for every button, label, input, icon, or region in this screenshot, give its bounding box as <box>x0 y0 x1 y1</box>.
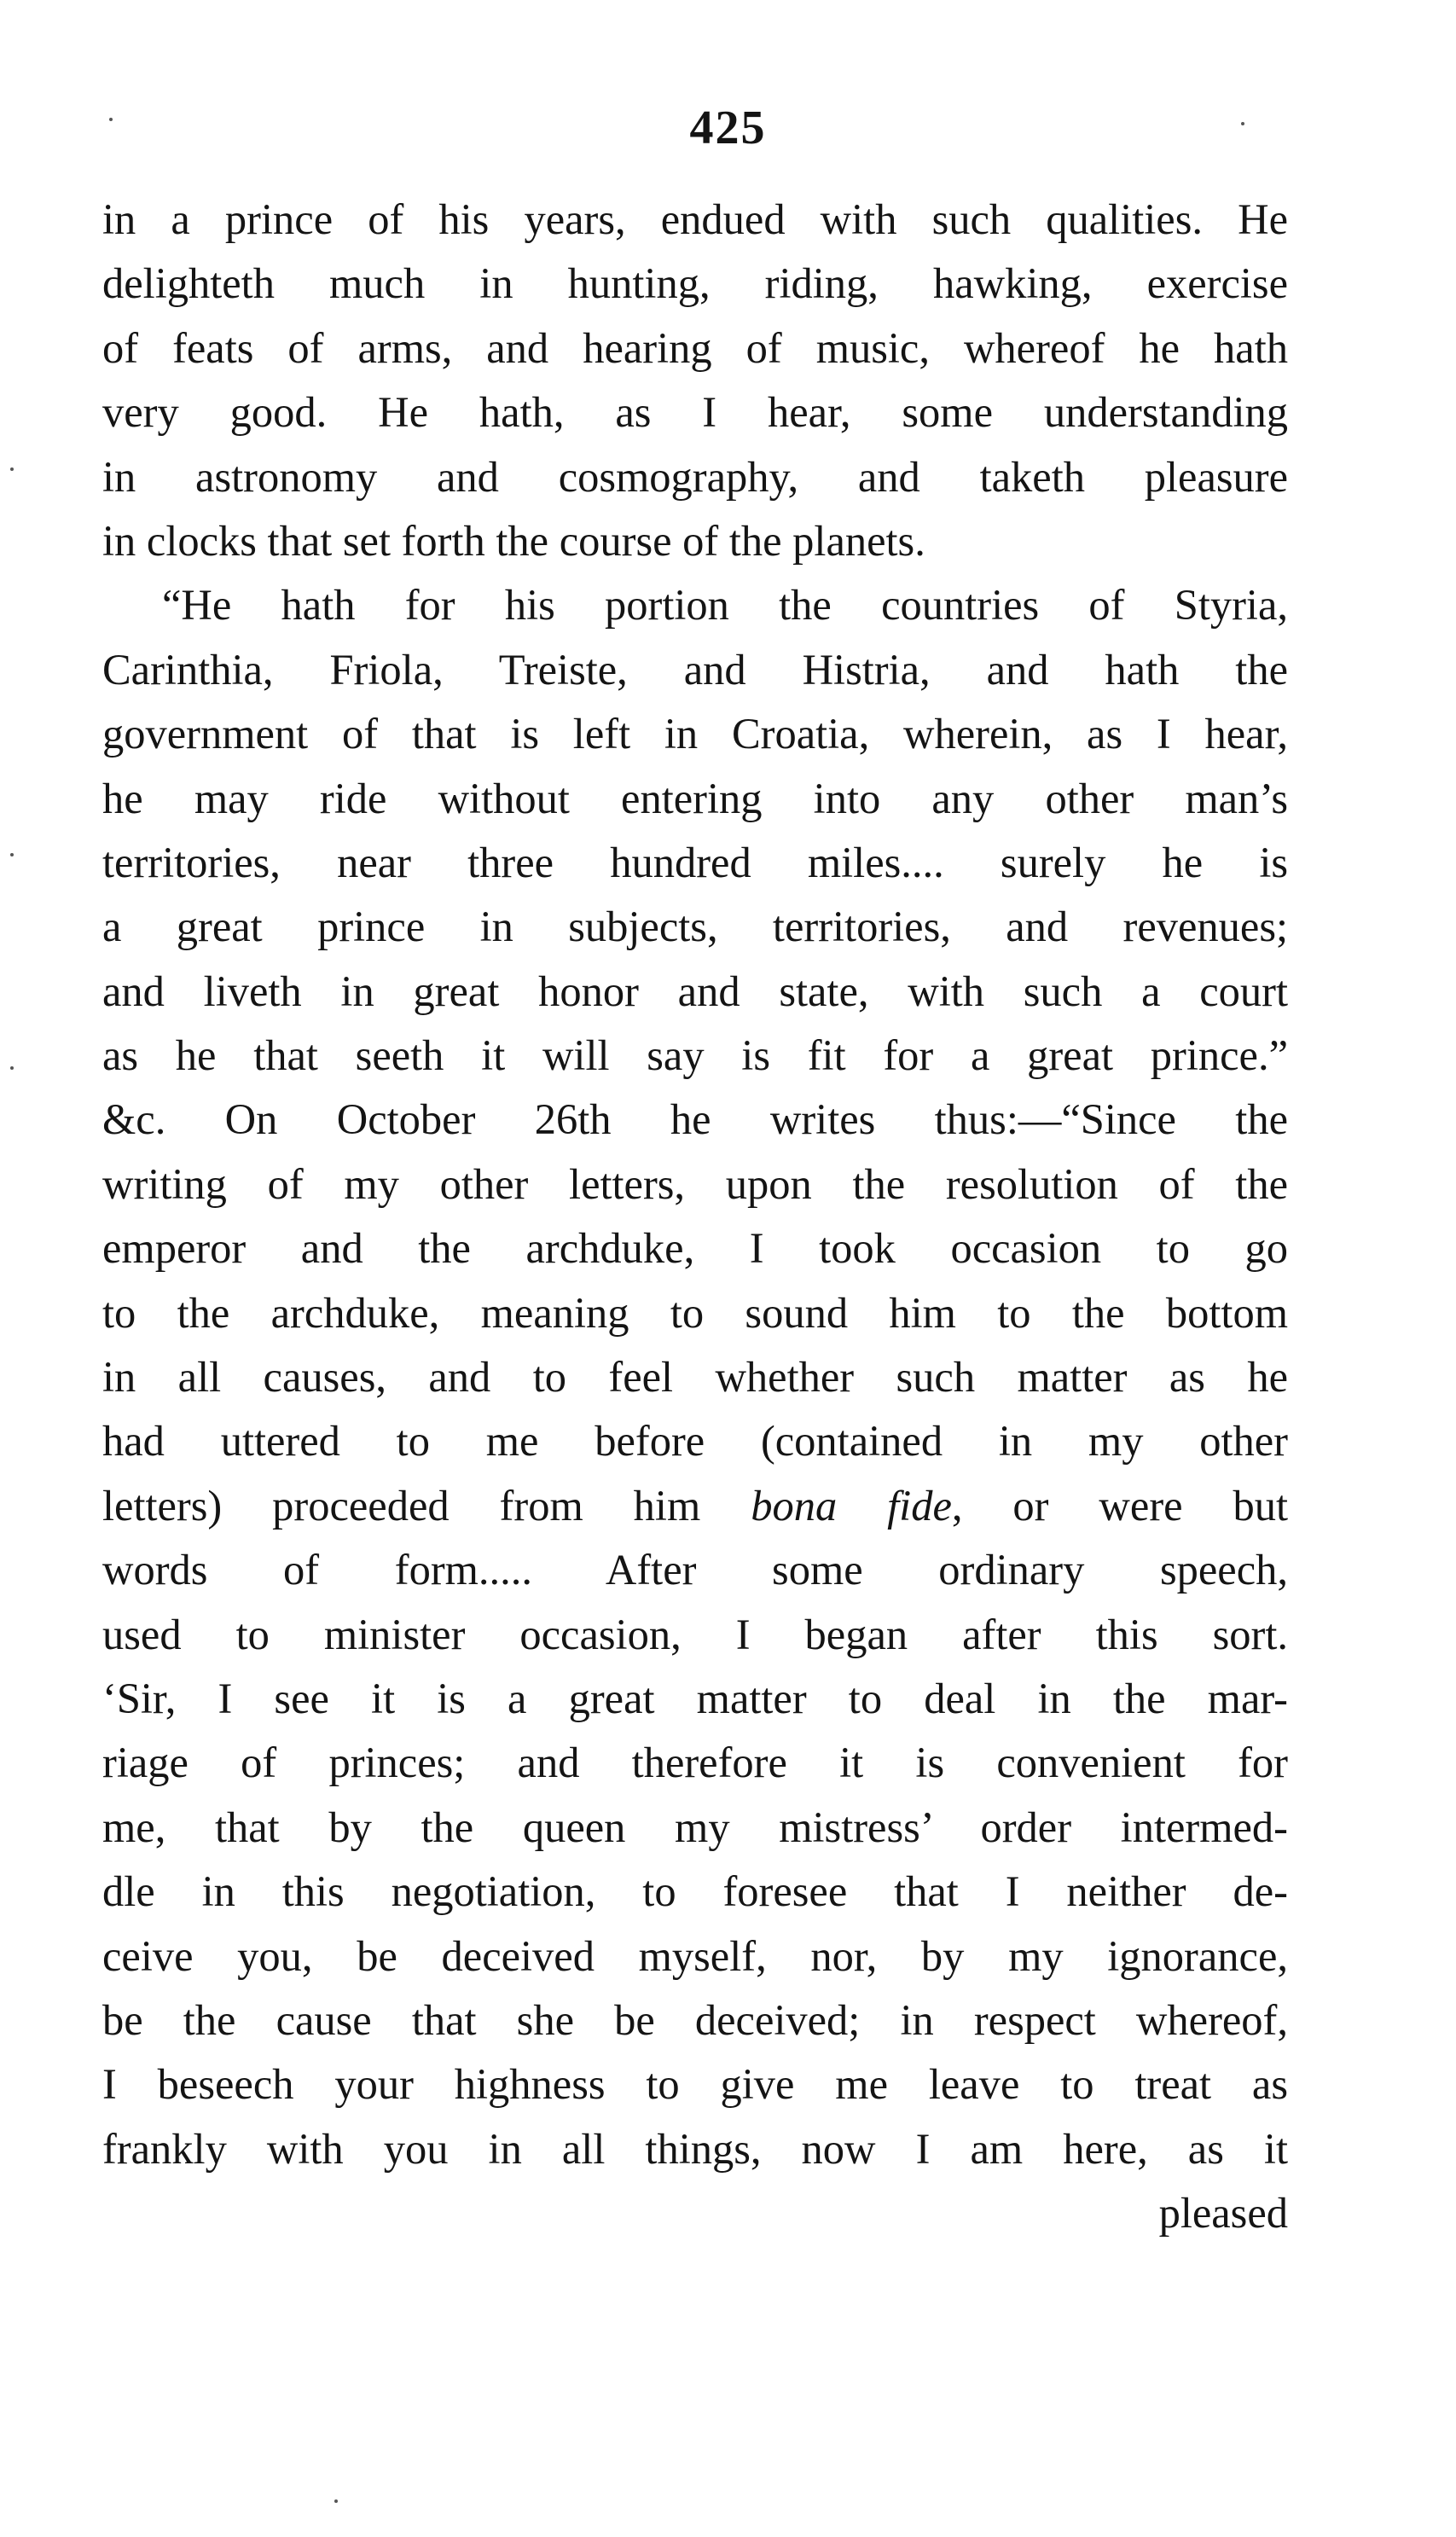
text-line: in clocks that set forth the course of the planets. <box>102 516 925 565</box>
text-line: to the archduke, meaning to sound him to the bottom <box>102 1288 1288 1337</box>
text-line: territories, near three hundred miles.... surely he is <box>102 838 1288 886</box>
text-line: in all causes, and to feel whether such matter as he <box>102 1353 1288 1402</box>
text-line: ceive you, be deceived myself, nor, by my ignorance, <box>102 1931 1288 1980</box>
text-line: delighteth much in hunting, riding, hawking, exercise <box>102 259 1288 308</box>
text-line: “He hath for his portion the countries of Styria, <box>162 581 1288 630</box>
page-number: 425 <box>689 102 767 154</box>
text-line: he may ride without entering into any other man’s <box>102 774 1288 822</box>
text-line: government of that is left in Croatia, wherein, as I hear, <box>102 710 1288 758</box>
text-line: emperor and the archduke, I took occasion to go <box>102 1224 1288 1273</box>
italic-phrase: bona fide <box>751 1481 952 1530</box>
catchword: pleased <box>1158 2189 1288 2238</box>
text-line: in astronomy and cosmography, and taketh pleasure <box>102 452 1288 501</box>
text-line: of feats of arms, and hearing of music, whereof he hath <box>102 323 1288 372</box>
text-line: a great prince in subjects, territories, and revenues; <box>102 903 1288 951</box>
text-line: Carinthia, Friola, Treiste, and Histria, and hath the <box>102 645 1288 694</box>
paper-speck <box>10 467 14 471</box>
text-line: in a prince of his years, endued with such qualities. He <box>102 195 1288 243</box>
text-segment: letters) proceeded from him <box>102 1481 701 1530</box>
text-line: as he that seeth it will say is fit for a great prince.” <box>102 1031 1288 1080</box>
body-text <box>102 188 1288 2246</box>
text-line: be the cause that she be deceived; in respect whereof, <box>102 1995 1288 2044</box>
text-line: I beseech your highness to give me leave to treat as <box>102 2060 1288 2109</box>
paper-speck <box>1241 122 1244 125</box>
text-line: frankly with you in all things, now I am here, as it <box>102 2124 1288 2173</box>
text-line-mixed <box>102 1474 1288 1538</box>
paper-speck <box>10 853 14 856</box>
paper-speck <box>334 2499 338 2503</box>
text-line: had uttered to me before (contained in my other <box>102 1417 1288 1466</box>
paper-speck <box>10 1066 14 1070</box>
text-line: words of form..... After some ordinary speech, <box>102 1546 1288 1594</box>
text-segment: , or were but <box>951 1481 1289 1530</box>
text-line: very good. He hath, as I hear, some understanding <box>102 388 1288 437</box>
text-line: dle in this negotiation, to foresee that I neither de- <box>102 1867 1288 1916</box>
text-line: &c. On October 26th he writes thus:—“Since the <box>102 1095 1288 1144</box>
text-line: writing of my other letters, upon the resolution of the <box>102 1159 1288 1208</box>
text-line: used to minister occasion, I began after this sort. <box>102 1610 1288 1658</box>
paper-speck <box>109 118 113 121</box>
text-line: riage of princes; and therefore it is convenient for <box>102 1739 1288 1787</box>
text-line: me, that by the queen my mistress’ order intermed- <box>102 1803 1288 1851</box>
text-line: ‘Sir, I see it is a great matter to deal in the mar- <box>102 1674 1288 1722</box>
text-line: and liveth in great honor and state, with such a court <box>102 967 1288 1015</box>
